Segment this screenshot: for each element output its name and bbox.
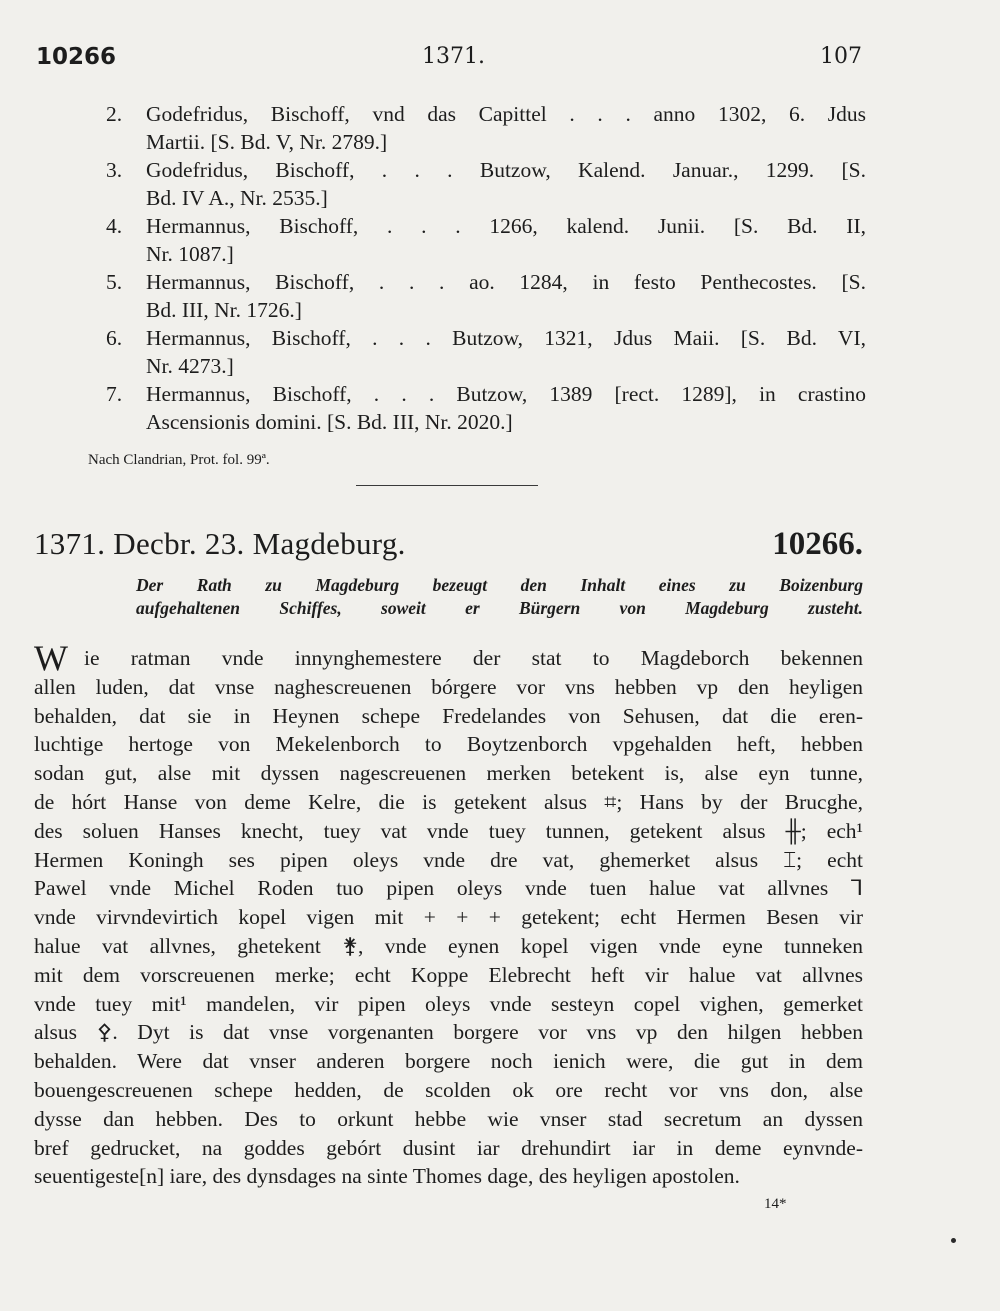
text-line: seuentigeste[n] iare, des dynsdages na sinte Thomes dage, des heyligen apostolen.	[34, 1164, 740, 1189]
regest-line: Der Rath zu Magdeburg bezeugt den Inhalt eines zu Boizenburg	[136, 575, 863, 595]
ink-spot	[951, 1238, 956, 1243]
text-line: sodan gut, alse mit dyssen nagescreuenen merken betekent is, alse eyn tunne,	[34, 761, 863, 786]
list-item-line: Bd. IV A., Nr. 2535.]	[146, 186, 328, 210]
charter-list	[86, 100, 866, 436]
list-item-number: 4.	[106, 214, 123, 238]
list-item	[86, 212, 866, 268]
document-heading	[34, 526, 863, 566]
text-line: des soluen Hanses knecht, tuey vat vnde tuey tunnen, getekent alsus ╫; ech¹	[34, 818, 863, 843]
year-header: 1371.	[422, 44, 485, 69]
page-number: 107	[820, 44, 862, 69]
text-line: Pawel vnde Michel Roden tuo pipen oleys vnde tuen halue vat allvnes ⅂	[34, 876, 863, 901]
text-line: vnde tuey mit¹ mandelen, vir pipen oleys vnde sesteyn copel vighen, gemerket	[34, 991, 863, 1016]
text-line: behalden, dat sie in Heynen schepe Fredelandes von Sehusen, dat die eren-	[34, 703, 863, 728]
list-item-line: Ascensionis domini. [S. Bd. III, Nr. 2020.]	[146, 410, 513, 434]
text-line: bref gedrucket, na goddes gebórt dusint iar drehundirt iar in deme eynvnde-	[34, 1135, 863, 1160]
list-item-number: 5.	[106, 270, 123, 294]
list-item-number: 7.	[106, 382, 123, 406]
list-item-line: Hermannus, Bischoff, . . . ao. 1284, in festo Penthecostes. [S.	[146, 270, 866, 294]
running-head	[36, 44, 864, 78]
text-line: allen luden, dat vnse naghescreuenen bórgere vor vns hebben vp den heyligen	[34, 674, 863, 699]
list-item-line: Hermannus, Bischoff, . . . Butzow, 1389 [rect. 1289], in crastino	[146, 382, 866, 406]
list-item-line: Hermannus, Bischoff, . . . Butzow, 1321, Jdus Maii. [S. Bd. VI,	[146, 326, 866, 350]
text-line: dysse dan hebben. Des to orkunt hebbe wie vnser stad secretum an dyssen	[34, 1106, 863, 1131]
regest-line: aufgehaltenen Schiffes, soweit er Bürgern von Magdeburg zusteht.	[136, 598, 863, 618]
text-line: ie ratman vnde innynghemestere der stat to Magdeborch bekennen	[84, 646, 863, 670]
charter-text	[34, 638, 863, 1191]
list-item	[86, 324, 866, 380]
list-item-number: 2.	[106, 102, 123, 126]
list-item-number: 3.	[106, 158, 123, 182]
text-line: de hórt Hanse von deme Kelre, die is getekent alsus ⌗; Hans by der Brucghe,	[34, 789, 863, 814]
initial-letter: W	[34, 638, 68, 678]
document-date-place: 1371. Decbr. 23. Magdeburg.	[34, 526, 406, 561]
list-item-line: Nr. 1087.]	[146, 242, 234, 266]
list-item	[86, 268, 866, 324]
list-item-line: Hermannus, Bischoff, . . . 1266, kalend. Junii. [S. Bd. II,	[146, 214, 866, 238]
list-item-line: Nr. 4273.]	[146, 354, 234, 378]
list-item-line: Martii. [S. Bd. V, Nr. 2789.]	[146, 130, 388, 154]
list-item-line: Godefridus, Bischoff, vnd das Capittel . . . anno 1302, 6. Jdus	[146, 102, 866, 126]
document-number-header: 10266	[36, 44, 117, 70]
signature-mark: 14*	[764, 1196, 787, 1212]
list-item	[86, 156, 866, 212]
section-divider	[356, 485, 538, 486]
source-note: Nach Clandrian, Prot. fol. 99ª.	[88, 452, 270, 468]
list-item	[86, 380, 866, 436]
list-item-line: Bd. III, Nr. 1726.]	[146, 298, 302, 322]
regest	[136, 574, 863, 620]
text-line: Hermen Koningh ses pipen oleys vnde dre vat, ghemerket alsus ⌶; echt	[34, 847, 863, 872]
list-item-line: Godefridus, Bischoff, . . . Butzow, Kalend. Januar., 1299. [S.	[146, 158, 866, 182]
document-number: 10266.	[772, 526, 863, 562]
text-line: mit dem vorscreuenen merke; echt Koppe Elebrecht heft vir halue vat allvnes	[34, 962, 863, 987]
text-line: behalden. Were dat vnser anderen borgere noch ienich were, die gut in dem	[34, 1049, 863, 1074]
text-line: halue vat allvnes, ghetekent ⚵, vnde eynen kopel vigen vnde eyne tunneken	[34, 933, 863, 958]
text-line: bouengescreuenen schepe hedden, de scolden ok ore recht vor vns don, alse	[34, 1077, 863, 1102]
text-line: alsus ⚴. Dyt is dat vnse vorgenanten borgere vor vns vp den hilgen hebben	[34, 1020, 863, 1045]
text-line: vnde virvndevirtich kopel vigen mit + + + getekent; echt Hermen Besen vir	[34, 905, 863, 930]
list-item	[86, 100, 866, 156]
text-line: luchtige hertoge von Mekelenborch to Boytzenborch vpgehalden heft, hebben	[34, 732, 863, 757]
list-item-number: 6.	[106, 326, 123, 350]
